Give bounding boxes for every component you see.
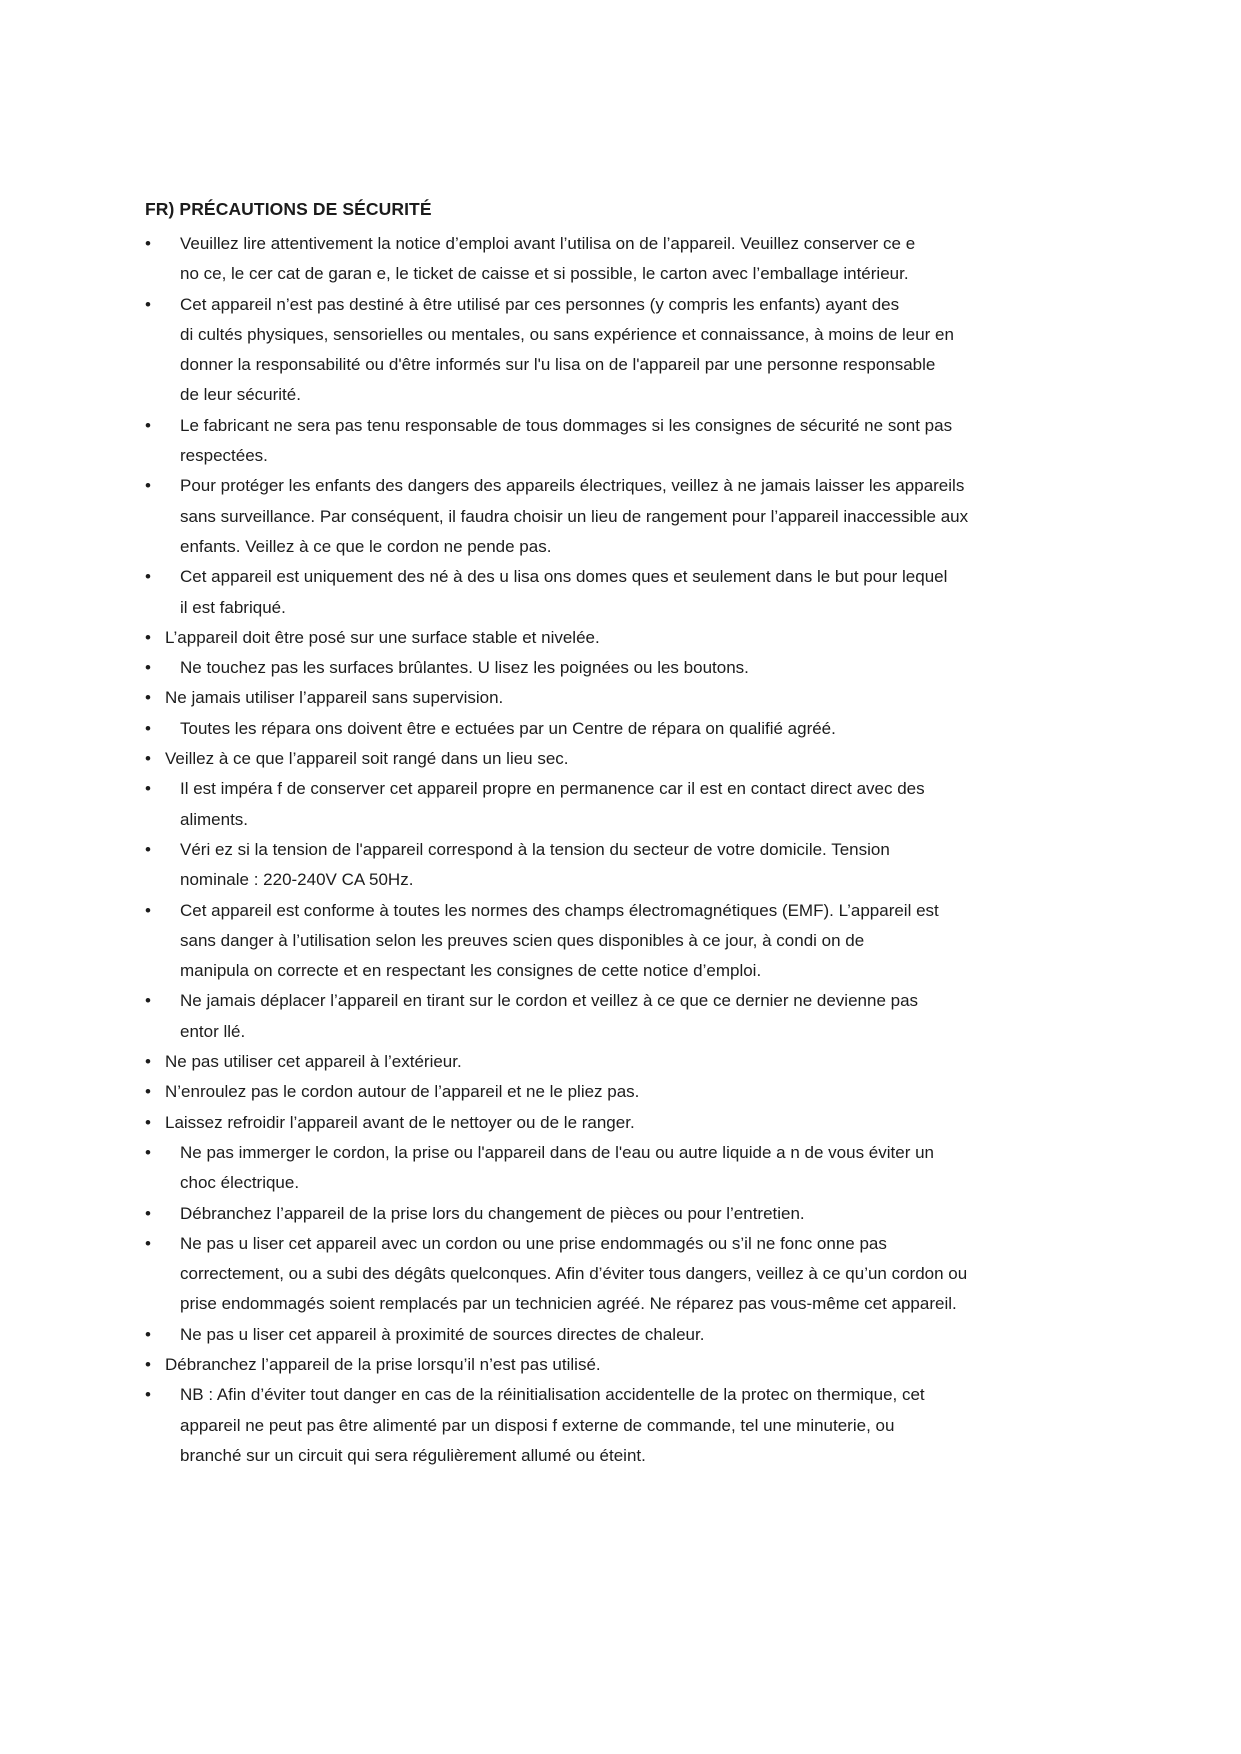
list-item xyxy=(145,653,1105,683)
bullet-icon: • xyxy=(145,415,151,435)
list-item-text-line: Cet appareil n’est pas destiné à être utilisé par ces personnes (y compris les enfants) ayant des xyxy=(180,294,900,314)
list-item-text-line: Veillez à ce que l’appareil soit rangé dans un lieu sec. xyxy=(165,749,569,769)
list-item xyxy=(145,714,1105,744)
list-item-text-line: nominale : 220-240V CA 50Hz. xyxy=(180,870,414,890)
list-item-text-line: Débranchez l’appareil de la prise lors du changement de pièces ou pour l’entretien. xyxy=(180,1203,805,1223)
list-item xyxy=(145,744,1105,774)
bullet-icon: • xyxy=(145,1354,151,1374)
list-item-text-line: Ne pas utiliser cet appareil à l’extérieur. xyxy=(165,1052,462,1072)
list-item-text-line: respectées. xyxy=(180,446,268,466)
list-item xyxy=(145,835,1105,896)
list-item xyxy=(145,774,1105,835)
list-item xyxy=(145,1077,1105,1107)
bullet-icon: • xyxy=(145,1324,151,1344)
safety-precautions-list xyxy=(145,229,1105,1471)
list-item-text-line: prise endommagés soient remplacés par un technicien agréé. Ne réparez pas vous-même cet appareil. xyxy=(180,1294,957,1314)
bullet-icon: • xyxy=(145,779,151,799)
list-item-text-line: entor llé. xyxy=(180,1021,246,1041)
list-item-text-line: Ne jamais utiliser l’appareil sans supervision. xyxy=(165,688,504,708)
list-item xyxy=(145,1138,1105,1199)
list-item-text-line: Pour protéger les enfants des dangers des appareils électriques, veillez à ne jamais laisser les appareils xyxy=(180,476,965,496)
bullet-icon: • xyxy=(145,627,151,647)
list-item-text-line: aliments. xyxy=(180,809,249,829)
list-item-text-line: Ne jamais déplacer l’appareil en tirant sur le cordon et veillez à ce que ce dernier ne devienne pas xyxy=(180,991,919,1011)
list-item xyxy=(145,986,1105,1047)
list-item-text-line: appareil ne peut pas être alimenté par un disposi f externe de commande, tel une minuterie, ou xyxy=(180,1415,895,1435)
list-item-text-line: il est fabriqué. xyxy=(180,597,286,617)
list-item xyxy=(145,229,1105,290)
list-item-text-line: Laissez refroidir l’appareil avant de le nettoyer ou de le ranger. xyxy=(165,1112,635,1132)
bullet-icon: • xyxy=(145,839,151,859)
list-item xyxy=(145,1047,1105,1077)
list-item-text-line: sans surveillance. Par conséquent, il faudra choisir un lieu de rangement pour l’appareil inaccessible aux xyxy=(180,506,969,526)
list-item-text-line: Ne touchez pas les surfaces brûlantes. U lisez les poignées ou les boutons. xyxy=(180,658,749,678)
list-item xyxy=(145,1380,1105,1471)
bullet-icon: • xyxy=(145,1112,151,1132)
list-item xyxy=(145,562,1105,623)
list-item-text-line: enfants. Veillez à ce que le cordon ne pende pas. xyxy=(180,536,552,556)
list-item xyxy=(145,623,1105,653)
list-item xyxy=(145,1350,1105,1380)
bullet-icon: • xyxy=(145,1233,151,1253)
list-item-text-line: choc électrique. xyxy=(180,1173,300,1193)
list-item-text-line: Veuillez lire attentivement la notice d’emploi avant l’utilisa on de l’appareil. Veuillez conserver ce e xyxy=(180,234,916,253)
list-item-text-line: branché sur un circuit qui sera régulièrement allumé ou éteint. xyxy=(180,1445,646,1465)
list-item xyxy=(145,896,1105,987)
list-item-text-line: manipula on correcte et en respectant les consignes de cette notice d’emploi. xyxy=(180,961,762,981)
list-item-text-line: di cultés physiques, sensorielles ou mentales, ou sans expérience et connaissance, à moins de leur en xyxy=(180,324,954,344)
bullet-icon: • xyxy=(145,900,151,920)
list-item-text-line: Ne pas u liser cet appareil à proximité de sources directes de chaleur. xyxy=(180,1324,705,1344)
list-item-text-line: NB : Afin d’éviter tout danger en cas de la réinitialisation accidentelle de la protec on thermique, cet xyxy=(180,1385,925,1405)
bullet-icon: • xyxy=(145,1142,151,1162)
list-item-text-line: sans danger à l’utilisation selon les preuves scien ques disponibles à ce jour, à condi on de xyxy=(180,930,865,950)
list-item-text-line: L’appareil doit être posé sur une surface stable et nivelée. xyxy=(165,627,600,647)
bullet-icon: • xyxy=(145,294,151,314)
list-item xyxy=(145,290,1105,411)
bullet-icon: • xyxy=(145,1082,151,1102)
list-item xyxy=(145,1199,1105,1229)
list-item-text-line: no ce, le cer cat de garan e, le ticket de caisse et si possible, le carton avec l’emballage intérieur. xyxy=(180,264,909,284)
bullet-icon: • xyxy=(145,1203,151,1223)
bullet-icon: • xyxy=(145,718,151,738)
bullet-icon: • xyxy=(145,688,151,708)
bullet-icon: • xyxy=(145,658,151,678)
list-item xyxy=(145,1320,1105,1350)
list-item-text-line: de leur sécurité. xyxy=(180,385,301,405)
list-item-text-line: Véri ez si la tension de l'appareil correspond à la tension du secteur de votre domicile. Tension xyxy=(180,839,890,859)
list-item-text-line: Le fabricant ne sera pas tenu responsable de tous dommages si les consignes de sécurité ne sont pas xyxy=(180,415,953,435)
list-item-text-line: Toutes les répara ons doivent être e ectuées par un Centre de répara on qualifié agréé. xyxy=(180,718,836,738)
bullet-icon: • xyxy=(145,991,151,1011)
page-title: FR) PRÉCAUTIONS DE SÉCURITÉ xyxy=(145,199,432,219)
list-item xyxy=(145,411,1105,472)
list-item-text-line: Débranchez l’appareil de la prise lorsqu’il n’est pas utilisé. xyxy=(165,1354,601,1374)
list-item-text-line: correctement, ou a subi des dégâts quelconques. Afin d’éviter tous dangers, veillez à ce qu’un cordon ou xyxy=(180,1264,968,1284)
bullet-icon: • xyxy=(145,749,151,769)
bullet-icon: • xyxy=(145,567,151,587)
list-item xyxy=(145,471,1105,562)
list-item xyxy=(145,683,1105,713)
list-item-text-line: N’enroulez pas le cordon autour de l’appareil et ne le pliez pas. xyxy=(165,1082,640,1102)
list-item-text-line: Cet appareil est conforme à toutes les normes des champs électromagnétiques (EMF). L’appareil est xyxy=(180,900,939,920)
list-item-text-line: Ne pas u liser cet appareil avec un cordon ou une prise endommagés ou s’il ne fonc onne pas xyxy=(180,1233,887,1253)
list-item xyxy=(145,1108,1105,1138)
list-item-text-line: donner la responsabilité ou d'être informés sur l'u lisa on de l'appareil par une personne responsable xyxy=(180,355,936,375)
list-item-text-line: Cet appareil est uniquement des né à des u lisa ons domes ques et seulement dans le but pour lequel xyxy=(180,567,948,587)
bullet-icon: • xyxy=(145,234,151,253)
list-item-text-line: Ne pas immerger le cordon, la prise ou l'appareil dans de l'eau ou autre liquide a n de vous éviter un xyxy=(180,1142,934,1162)
bullet-icon: • xyxy=(145,476,151,496)
list-item xyxy=(145,1229,1105,1320)
bullet-icon: • xyxy=(145,1052,151,1072)
list-item-text-line: Il est impéra f de conserver cet appareil propre en permanence car il est en contact direct avec des xyxy=(180,779,925,799)
bullet-icon: • xyxy=(145,1385,151,1405)
